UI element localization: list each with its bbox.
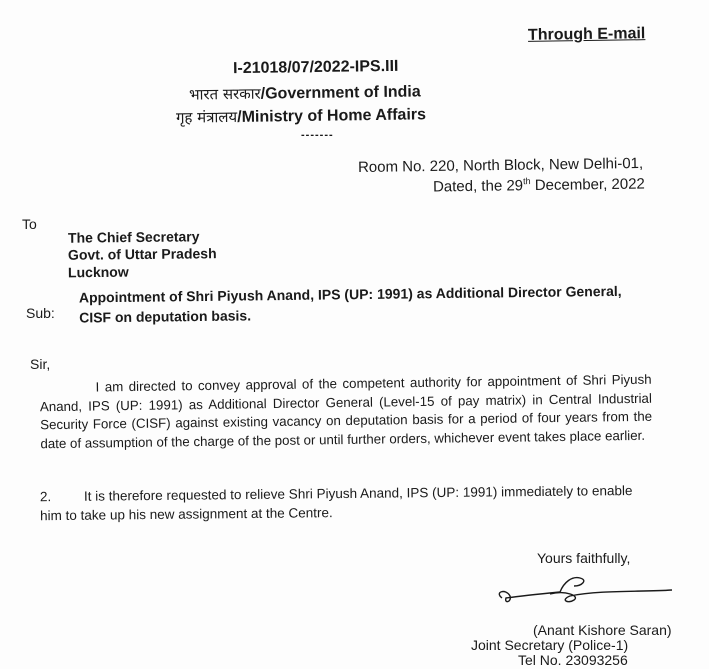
signatory-designation: Joint Secretary (Police-1): [471, 637, 629, 653]
recipient-line-3: Lucknow: [67, 263, 129, 281]
header-separator: -------: [301, 129, 334, 141]
salutation: Sir,: [30, 356, 51, 372]
through-email-label: Through E-mail: [527, 25, 646, 44]
paragraph-2: [40, 481, 652, 525]
signatory-telephone: Tel No. 23093256: [518, 652, 628, 668]
closing-yours-faithfully: Yours faithfully,: [537, 550, 631, 566]
date-superscript: th: [523, 176, 531, 187]
signatory-name: (Anant Kishore Saran): [533, 622, 672, 638]
paragraph-indent: [40, 391, 96, 392]
file-number: I-21018/07/2022-IPS.III: [232, 57, 399, 78]
paragraph-2-text: It is therefore requested to relieve Shri Piyush Anand, IPS (UP: 1991) immediately to enable him to take up his new assignment at the Centre.: [40, 483, 633, 524]
government-line: [189, 81, 421, 104]
recipient-line-2: Govt. of Uttar Pradesh: [67, 245, 217, 263]
paragraph-1-text: I am directed to convey approval of the competent authority for appointment of Shri Piyush Anand, IPS (UP: 1991) as Additional Director General (Level-15 of pay matrix) in Central Industrial Security Force (CISF) against existing vacancy on deputation basis for a period of four years from the date of assumption of the charge of the post or until further orders, whichever event takes place earlier.: [39, 371, 653, 452]
signature-image: [490, 570, 680, 608]
date-prefix: Dated, the 29: [433, 177, 524, 196]
letter-date: [433, 175, 645, 196]
ministry-line: [176, 104, 426, 127]
to-label: To: [22, 216, 37, 232]
subject-label: Sub:: [26, 305, 55, 321]
recipient-line-1: The Chief Secretary: [67, 228, 200, 246]
ministry-english: /Ministry of Home Affairs: [237, 106, 427, 126]
paragraph-2-number: 2.: [39, 489, 52, 505]
government-english: /Government of India: [260, 83, 421, 103]
room-address: Room No. 220, North Block, New Delhi-01,: [357, 155, 644, 176]
government-hindi: भारत सरकार: [188, 84, 261, 104]
ministry-hindi: गृह मंत्रालय: [175, 107, 238, 127]
subject-text: Appointment of Shri Piyush Anand, IPS (UP: 1991) as Additional Director General, CISF on deputation basis.: [78, 282, 622, 326]
paragraph-1: [40, 371, 653, 454]
date-suffix: December, 2022: [530, 175, 646, 195]
